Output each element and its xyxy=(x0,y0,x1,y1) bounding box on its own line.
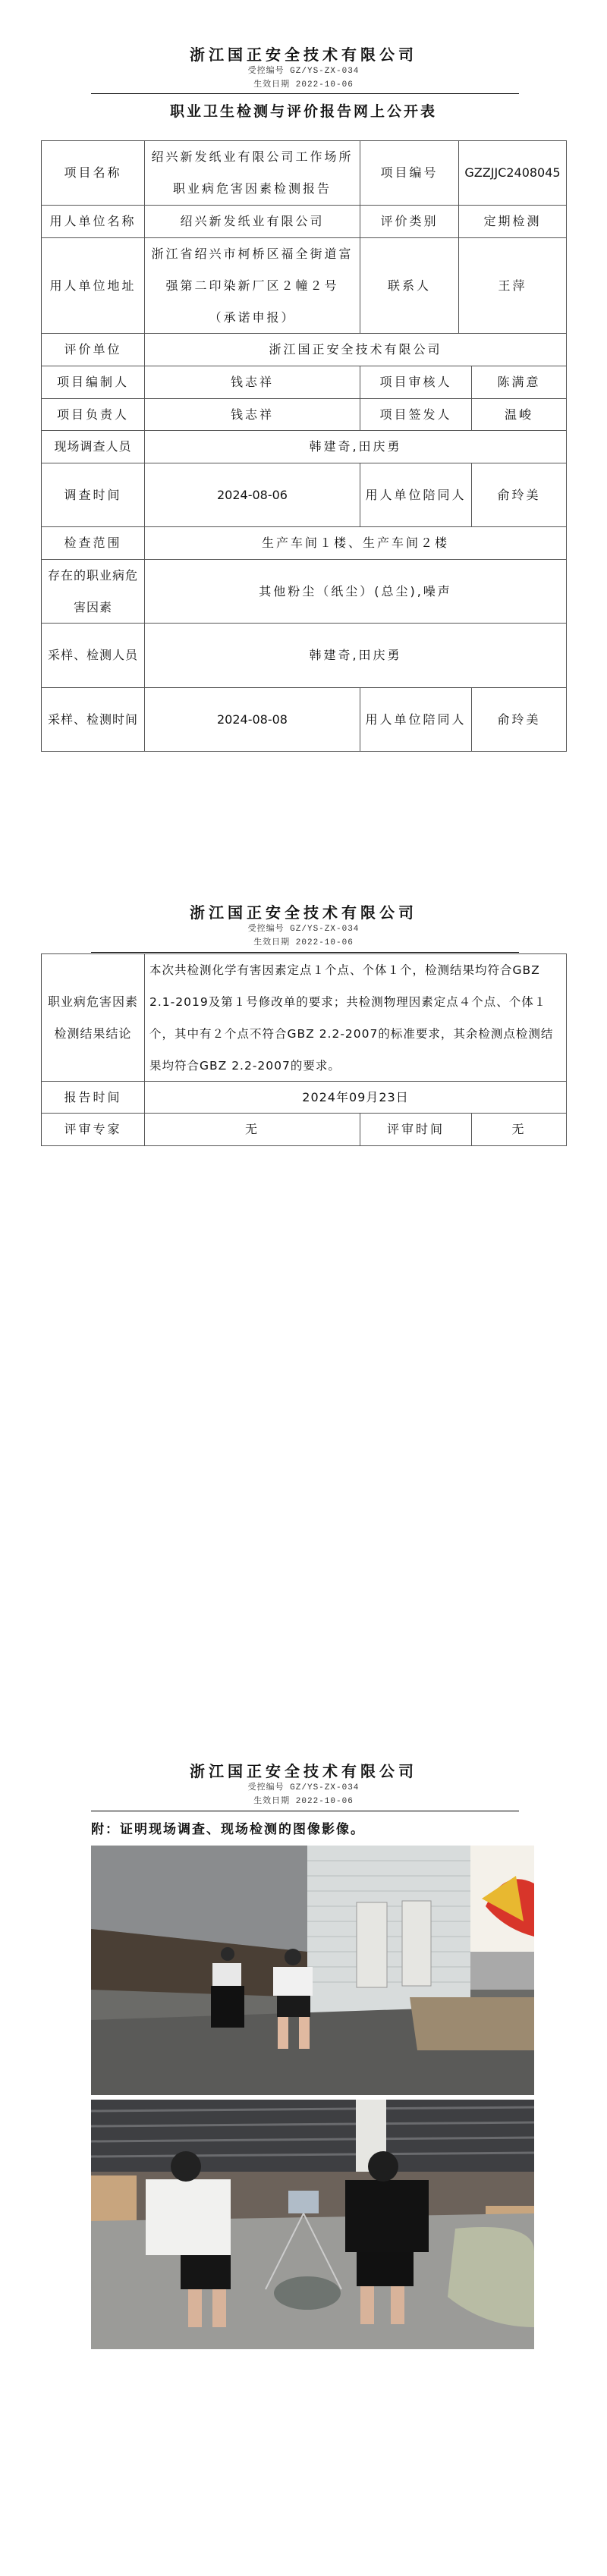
label-cell: 报告时间 xyxy=(42,1082,145,1113)
label-cell: 用人单位地址 xyxy=(42,238,145,333)
annex-caption: 附：证明现场调查、现场检测的图像影像。 xyxy=(91,1822,365,1837)
label-cell: 检查范围 xyxy=(42,527,145,559)
page1-header xyxy=(0,45,607,92)
inspection-scope: 生产车间１楼、生产车间２楼 xyxy=(145,527,567,559)
sampling-time: 2024-08-08 xyxy=(145,688,360,751)
label-cell: 联系人 xyxy=(360,238,459,333)
label-cell: 存在的职业病危害因素 xyxy=(42,560,145,623)
effective-date: 生效日期 2022-10-06 xyxy=(253,938,354,947)
label-cell: 用人单位陪同人 xyxy=(360,463,472,526)
table-row xyxy=(42,463,567,527)
label-cell: 评审专家 xyxy=(42,1114,145,1145)
label-cell: 调查时间 xyxy=(42,463,145,526)
table-row xyxy=(42,1114,567,1146)
hazard-factors: 其他粉尘（纸尘）(总尘),噪声 xyxy=(145,560,567,623)
table-row xyxy=(42,954,567,1082)
table-row xyxy=(42,238,567,334)
table-row xyxy=(42,688,567,752)
survey-staff: 韩建奇,田庆勇 xyxy=(145,431,567,463)
page3-header xyxy=(0,1761,607,1808)
header-divider xyxy=(91,93,519,94)
label-cell: 项目名称 xyxy=(42,141,145,205)
evaluation-type: 定期检测 xyxy=(459,206,567,237)
project-leader: 钱志祥 xyxy=(145,399,360,430)
label-cell: 采样、检测时间 xyxy=(42,688,145,751)
table-row xyxy=(42,334,567,366)
site-survey-photo xyxy=(91,1846,534,2095)
table-row xyxy=(42,1082,567,1114)
control-number: 受控编号 GZ/YS-ZX-034 xyxy=(247,1783,360,1792)
issuer: 温峻 xyxy=(472,399,567,430)
header-divider xyxy=(91,952,519,953)
control-number: 受控编号 GZ/YS-ZX-034 xyxy=(247,67,360,76)
survey-time: 2024-08-06 xyxy=(145,463,360,526)
employer-address: 浙江省绍兴市柯桥区福全街道富强第二印染新厂区２幢２号 （承诺申报） xyxy=(145,238,360,333)
employer-name: 绍兴新发纸业有限公司 xyxy=(145,206,360,237)
site-testing-photo xyxy=(91,2100,534,2349)
label-cell: 评审时间 xyxy=(360,1114,472,1145)
review-expert: 无 xyxy=(145,1114,360,1145)
label-cell: 采样、检测人员 xyxy=(42,624,145,687)
table-row xyxy=(42,141,567,206)
table-row xyxy=(42,399,567,431)
label-cell: 用人单位陪同人 xyxy=(360,688,472,751)
compiler: 钱志祥 xyxy=(145,366,360,398)
report-time: 2024年09月23日 xyxy=(145,1082,567,1113)
project-name: 绍兴新发纸业有限公司工作场所职业病危害因素检测报告 xyxy=(145,141,360,205)
conclusion-text: 本次共检测化学有害因素定点１个点、个体１个，检测结果均符合GBZ 2.1-2019及第１号修改单的要求；共检测物理因素定点４个点、个体１个，其中有２个点不符合GBZ 2.2-2007的标准要求，其余检测点检测结果均符合GBZ 2.2-2007的要求。 xyxy=(145,954,567,1081)
effective-date: 生效日期 2022-10-06 xyxy=(253,1797,354,1806)
company-name: 浙江国正安全技术有限公司 xyxy=(190,46,417,64)
table-row xyxy=(42,624,567,688)
control-number: 受控编号 GZ/YS-ZX-034 xyxy=(247,925,360,934)
table-row xyxy=(42,560,567,624)
page-title: 职业卫生检测与评价报告网上公开表 xyxy=(169,103,437,120)
disclosure-table xyxy=(41,140,567,752)
label-cell: 项目签发人 xyxy=(360,399,472,430)
sampling-staff: 韩建奇,田庆勇 xyxy=(145,624,567,687)
survey-escort: 俞玲美 xyxy=(472,463,567,526)
company-name: 浙江国正安全技术有限公司 xyxy=(190,903,417,922)
company-name: 浙江国正安全技术有限公司 xyxy=(190,1762,417,1780)
table-row xyxy=(42,206,567,238)
label-cell: 项目编号 xyxy=(360,141,459,205)
label-cell: 现场调查人员 xyxy=(42,431,145,463)
label-cell: 评价类别 xyxy=(360,206,459,237)
sampling-escort: 俞玲美 xyxy=(472,688,567,751)
effective-date: 生效日期 2022-10-06 xyxy=(253,80,354,90)
project-number: GZZJJC2408045 xyxy=(459,141,567,205)
contact-person: 王萍 xyxy=(459,238,567,333)
reviewer: 陈满意 xyxy=(472,366,567,398)
table-row xyxy=(42,431,567,463)
label-cell: 项目审核人 xyxy=(360,366,472,398)
page2-header xyxy=(0,903,607,950)
label-cell: 项目负责人 xyxy=(42,399,145,430)
label-cell: 用人单位名称 xyxy=(42,206,145,237)
evaluation-unit: 浙江国正安全技术有限公司 xyxy=(145,334,567,366)
label-cell: 评价单位 xyxy=(42,334,145,366)
table-row xyxy=(42,527,567,560)
label-cell: 项目编制人 xyxy=(42,366,145,398)
conclusion-table xyxy=(41,953,567,1146)
label-cell: 职业病危害因素检测结果结论 xyxy=(42,954,145,1081)
table-row xyxy=(42,366,567,399)
review-time: 无 xyxy=(472,1114,567,1145)
